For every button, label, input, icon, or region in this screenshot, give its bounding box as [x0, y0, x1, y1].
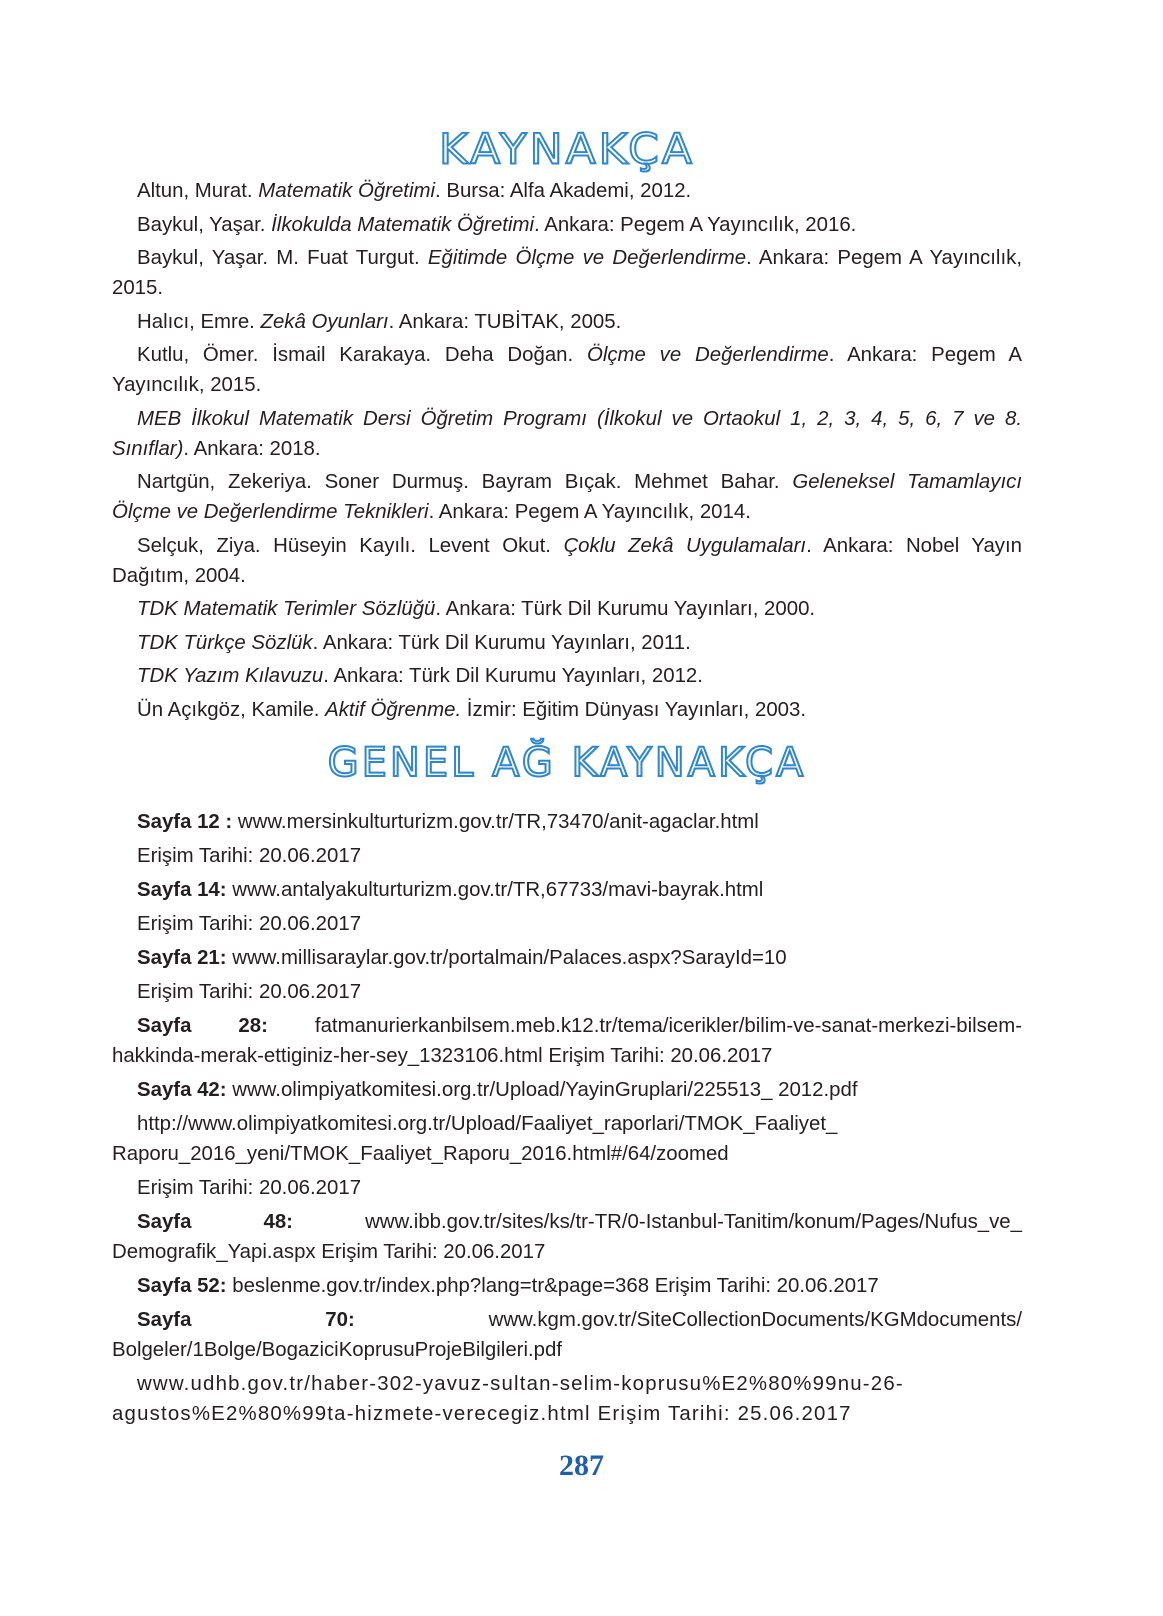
web-source-item: Erişim Tarihi: 20.06.2017	[137, 980, 362, 1003]
web-source-item: Sayfa 52: beslenme.gov.tr/index.php?lang=tr&page=368 Erişim Tarihi: 20.06.2017	[137, 1274, 879, 1297]
reference-item: Baykul, Yaşar. M. Fuat Turgut. Eğitimde Ölçme ve Değerlendirme. Ankara: Pegem A Yayıncılık, 2015.	[112, 247, 1022, 299]
reference-item: Baykul, Yaşar. İlkokulda Matematik Öğretimi. Ankara: Pegem A Yayıncılık, 2016.	[137, 213, 857, 236]
reference-item: Ün Açıkgöz, Kamile. Aktif Öğrenme. İzmir: Eğitim Dünyası Yayınları, 2003.	[137, 698, 807, 721]
web-source-item: http://www.olimpiyatkomitesi.org.tr/Upload/Faaliyet_raporlari/TMOK_Faaliyet_ Raporu_2016_yeni/TMOK_Faaliyet_Raporu_2016.html#/64/zoomed	[112, 1112, 838, 1165]
web-bibliography-heading: GENEL AĞ KAYNAKÇA	[327, 739, 807, 786]
reference-item: Altun, Murat. Matematik Öğretimi. Bursa: Alfa Akademi, 2012.	[137, 180, 692, 202]
web-source-item: Sayfa 48: www.ibb.gov.tr/sites/ks/tr-TR/0-Istanbul-Tanitim/konum/Pages/Nufus_ve_ Demografik_Yapi.aspx Erişim Tarihi: 20.06.2017	[112, 1210, 1022, 1263]
reference-item: TDK Matematik Terimler Sözlüğü. Ankara: Türk Dil Kurumu Yayınları, 2000.	[137, 598, 816, 620]
web-source-item: Erişim Tarihi: 20.06.2017	[137, 844, 362, 867]
web-source-item: Sayfa 70: www.kgm.gov.tr/SiteCollectionDocuments/KGMdocuments/ Bolgeler/1Bolge/BogaziciKoprusuProjeBilgileri.pdf	[112, 1308, 1022, 1361]
web-source-list	[112, 807, 1022, 1429]
web-source-item: Sayfa 21: www.millisaraylar.gov.tr/portalmain/Palaces.aspx?SarayId=10	[137, 946, 787, 969]
page-number: 287	[559, 1449, 604, 1482]
web-source-item: Sayfa 14: www.antalyakulturturizm.gov.tr/TR,67733/mavi-bayrak.html	[137, 878, 764, 901]
web-source-item: Sayfa 12 : www.mersinkulturturizm.gov.tr/TR,73470/anit-agaclar.html	[137, 810, 759, 833]
reference-item: Halıcı, Emre. Zekâ Oyunları. Ankara: TUBİTAK, 2005.	[137, 310, 622, 333]
bibliography-heading: KAYNAKÇA	[439, 125, 695, 174]
reference-list	[112, 176, 1022, 725]
reference-item: Kutlu, Ömer. İsmail Karakaya. Deha Doğan. Ölçme ve Değerlendirme. Ankara: Pegem A Yayıncılık, 2015.	[112, 344, 1023, 396]
reference-item: TDK Yazım Kılavuzu. Ankara: Türk Dil Kurumu Yayınları, 2012.	[137, 665, 703, 687]
web-source-item: www.udhb.gov.tr/haber-302-yavuz-sultan-selim-koprusu%E2%80%99nu-26-agustos%E2%80%99ta-hizmete-verecegiz.html Erişim Tarihi: 25.06.2017	[112, 1372, 904, 1425]
reference-item: Nartgün, Zekeriya. Soner Durmuş. Bayram Bıçak. Mehmet Bahar. Geleneksel Tamamlayıcı Ölçme ve Değerlendirme Teknikleri. Ankara: Pegem A Yayıncılık, 2014.	[112, 471, 1022, 523]
web-source-item: Sayfa 42: www.olimpiyatkomitesi.org.tr/Upload/YayinGruplari/225513_ 2012.pdf	[137, 1078, 858, 1101]
reference-item: Selçuk, Ziya. Hüseyin Kayılı. Levent Okut. Çoklu Zekâ Uygulamaları. Ankara: Nobel Yayın Dağıtım, 2004.	[112, 534, 1023, 587]
page-content	[112, 125, 1023, 1433]
web-source-item: Erişim Tarihi: 20.06.2017	[137, 912, 362, 935]
reference-item: TDK Türkçe Sözlük. Ankara: Türk Dil Kurumu Yayınları, 2011.	[137, 631, 691, 654]
reference-item: MEB İlkokul Matematik Dersi Öğretim Programı (İlkokul ve Ortaokul 1, 2, 3, 4, 5, 6, 7 ve 8. Sınıflar). Ankara: 2018.	[112, 407, 1022, 460]
web-source-item: Sayfa 28: fatmanurierkanbilsem.meb.k12.tr/tema/icerikler/bilim-ve-sanat-merkezi-bilsem-hakkinda-merak-ettiginiz-her-sey_1323106.html Erişim Tarihi: 20.06.2017	[112, 1014, 1022, 1067]
web-source-item: Erişim Tarihi: 20.06.2017	[137, 1176, 362, 1199]
